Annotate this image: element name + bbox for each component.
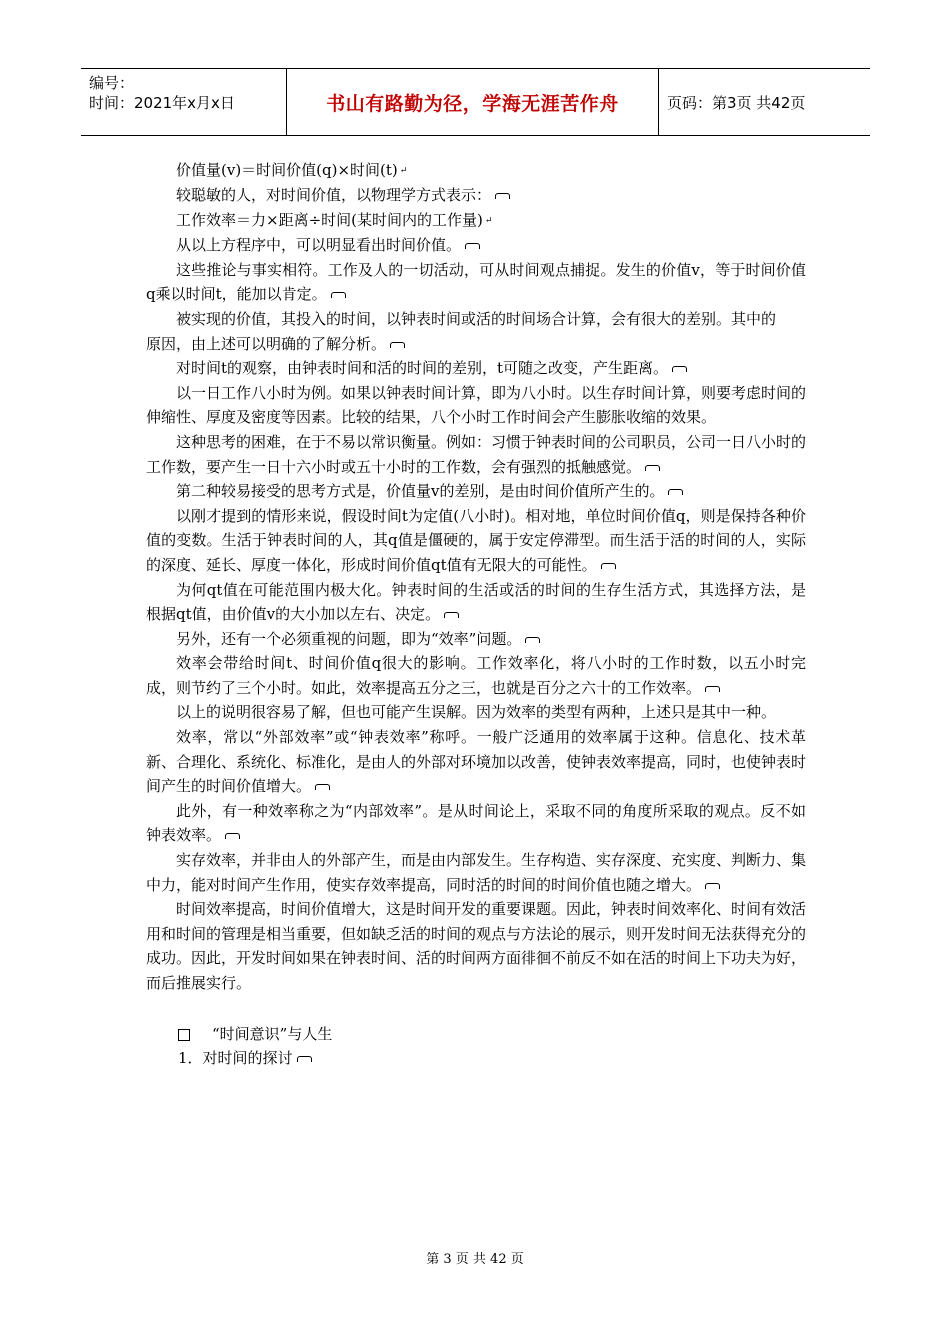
paragraph bbox=[146, 233, 806, 258]
paragraph bbox=[146, 258, 806, 307]
paragraph bbox=[146, 208, 806, 233]
number-label: 编号： bbox=[89, 74, 135, 92]
paragraph-text: 这些推论与事实相符。工作及人的一切活动，可从时间观点捕捉。发生的价值v，等于时间价值q乘以时间t，能加以肯定。 bbox=[146, 260, 806, 304]
paragraph bbox=[146, 479, 806, 504]
paragraph-mark-icon bbox=[297, 1056, 312, 1062]
paragraph-text: 以一日工作八小时为例。如果以钟表时间计算，即为八小时。以生存时间计算，则要考虑时间的伸缩性、厚度及密度等因素。比较的结果，八个小时工作时间会产生膨胀收缩的效果。 bbox=[146, 383, 807, 427]
paragraph-mark-icon bbox=[668, 489, 683, 495]
paragraph-text: 时间效率提高，时间价值增大，这是时间开发的重要课题。因此，钟表时间效率化、时间有效活用和时间的管理是相当重要，但如缺乏活的时间的观点与方法论的展示，则开发时间无法获得充分的成功。因此，开发时间如果在钟表时间、活的时间两方面徘徊不前反不如在活的时间上下功夫为好，而后推展实行。 bbox=[146, 900, 807, 992]
paragraph-mark-icon bbox=[705, 686, 720, 692]
paragraph-mark-icon bbox=[444, 612, 459, 618]
paragraph-text: 价值量(v)＝时间价值(q)×时间(t) bbox=[176, 161, 398, 179]
header-left bbox=[81, 69, 286, 135]
paragraph-mark-icon bbox=[705, 883, 720, 889]
paragraph-text: 这种思考的困难，在于不易以常识衡量。例如：习惯于钟表时间的公司职员，公司一日八小时的工作数，要产生一日十六小时或五十小时的工作数，会有强烈的抵触感觉。 bbox=[146, 432, 807, 476]
paragraph bbox=[146, 356, 806, 381]
paragraph-text: 实存效率，并非由人的外部产生，而是由内部发生。生存构造、实存深度、充实度、判断力、集中力，能对时间产生作用，使实存效率提高，同时活的时间的时间价值也随之增大。 bbox=[146, 851, 807, 894]
paragraph-text: 此外，有一种效率称之为“内部效率”。是从时间论上，采取不同的角度所采取的观点。反不如钟表效率。 bbox=[146, 801, 806, 845]
paragraph bbox=[146, 651, 806, 700]
paragraph-mark-icon bbox=[331, 292, 346, 298]
page-label: 页码：第3页 共42页 bbox=[667, 93, 806, 112]
time-label: 时间：2021年x月x日 bbox=[89, 94, 235, 112]
paragraph bbox=[146, 799, 806, 848]
page-header bbox=[81, 68, 870, 136]
section-heading bbox=[146, 1022, 806, 1070]
paragraph bbox=[146, 700, 806, 725]
paragraph-text: 以刚才提到的情形来说，假设时间t为定值(八小时)。相对地，单位时间价值q，则是保持各种价值的变数。生活于钟表时间的人，其q值是僵硬的，属于安定停滞型。而生活于活的时间的人，实际的深度、延长、厚度一体化，形成时间价值qt值有无限大的可能性。 bbox=[146, 506, 806, 574]
paragraph-text: 较聪敏的人，对时间价值，以物理学方式表示： bbox=[176, 186, 492, 205]
document-body bbox=[146, 158, 806, 1070]
paragraph-mark-icon bbox=[390, 342, 405, 348]
paragraph bbox=[146, 725, 806, 799]
paragraph-mark-icon bbox=[601, 563, 616, 569]
paragraph-mark-icon bbox=[315, 784, 330, 790]
motto: 书山有路勤为径，学海无涯苦作舟 bbox=[286, 69, 659, 135]
paragraph bbox=[146, 897, 806, 995]
paragraph bbox=[146, 430, 806, 479]
paragraph bbox=[146, 848, 806, 897]
paragraph bbox=[146, 158, 806, 183]
paragraph-text: 以上的说明很容易了解，但也可能产生误解。因为效率的类型有两种，上述只是其中一种。 bbox=[176, 703, 777, 722]
paragraph bbox=[146, 627, 806, 652]
paragraph-mark-icon bbox=[225, 833, 240, 839]
paragraph-text: 效率，常以“外部效率”或“钟表效率”称呼。一般广泛通用的效率属于这种。信息化、技术革新、合理化、系统化、标准化，是由人的外部对环境加以改善，使钟表效率提高，同时，也使钟表时间产生的时间价值增大。 bbox=[146, 728, 807, 796]
paragraph-text: 另外，还有一个必须重视的问题，即为“效率”问题。 bbox=[176, 629, 522, 648]
paragraph bbox=[146, 381, 806, 430]
paragraph-mark-icon bbox=[672, 366, 687, 372]
paragraph-text: 被实现的价值，其投入的时间，以钟表时间或活的时间场合计算，会有很大的差别。其中的 bbox=[176, 309, 777, 328]
paragraph-text: 对时间t的观察，由钟表时间和活的时间的差别，t可随之改变，产生距离。 bbox=[176, 359, 669, 378]
paragraph-mark-icon bbox=[525, 637, 540, 643]
paragraph bbox=[146, 504, 806, 578]
paragraph-text: 工作效率＝力×距离÷时间(某时间内的工作量) bbox=[176, 210, 483, 229]
subsection-title bbox=[146, 1046, 806, 1070]
section-title: “时间意识”与人生 bbox=[212, 1024, 333, 1043]
paragraph bbox=[146, 183, 806, 208]
paragraph-text: 效率会带给时间t、时间价值q很大的影响。工作效率化，将八小时的工作时数，以五小时完成，则节约了三个小时。如此，效率提高五分之三，也就是百分之六十的工作效率。 bbox=[146, 654, 806, 697]
paragraph bbox=[146, 307, 806, 332]
paragraph-list bbox=[146, 158, 806, 996]
paragraph-text: 从以上方程序中，可以明显看出时间价值。 bbox=[176, 236, 462, 255]
subsection-label: 1．对时间的探讨 bbox=[178, 1048, 293, 1067]
paragraph-mark-icon bbox=[645, 465, 660, 471]
paragraph-mark-icon bbox=[495, 193, 510, 199]
paragraph-text: 为何qt值在可能范围内极大化。钟表时间的生活或活的时间的生存生活方式，其选择方法，是根据qt值，由价值v的大小加以左右、决定。 bbox=[146, 580, 806, 624]
return-mark-icon: ↵ bbox=[484, 215, 493, 226]
paragraph bbox=[146, 332, 806, 357]
paragraph-text: 原因，由上述可以明确的了解分析。 bbox=[146, 334, 387, 353]
page-footer: 第 3 页 共 42 页 bbox=[426, 1252, 524, 1267]
paragraph-mark-icon bbox=[465, 243, 480, 249]
paragraph-text: 第二种较易接受的思考方式是，价值量v的差别，是由时间价值所产生的。 bbox=[176, 482, 665, 501]
checkbox-icon bbox=[178, 1029, 190, 1041]
paragraph bbox=[146, 578, 806, 627]
return-mark-icon: ↵ bbox=[399, 165, 408, 176]
